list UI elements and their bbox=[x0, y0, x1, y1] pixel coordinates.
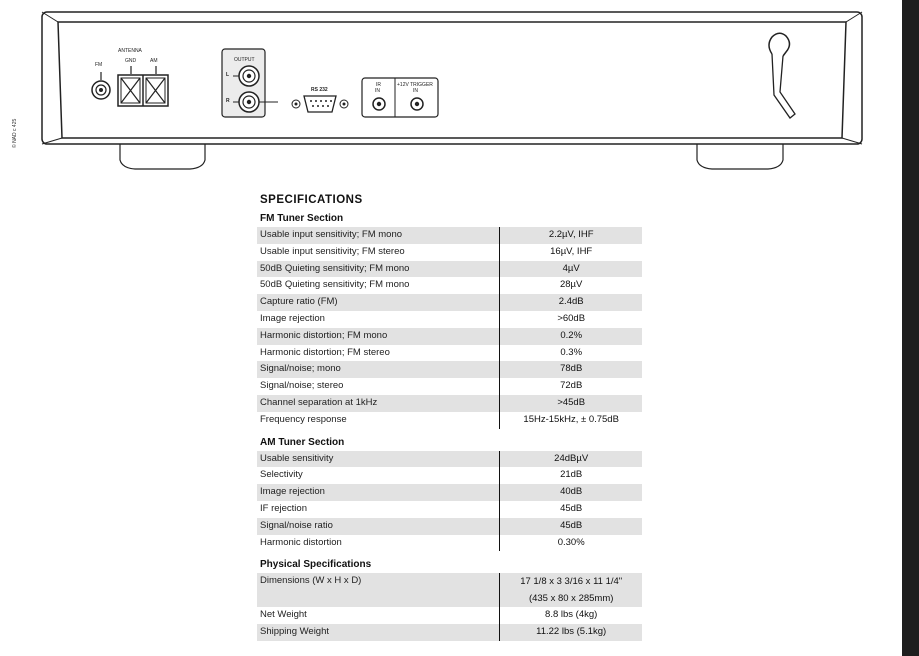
spec-value: 45dB bbox=[500, 518, 642, 535]
copyright-note: © NAD c 425 bbox=[12, 118, 18, 148]
chassis-inner bbox=[58, 22, 846, 138]
spec-label: Net Weight bbox=[260, 609, 307, 621]
spec-value: 16µV, IHF bbox=[500, 244, 642, 261]
spec-label: Harmonic distortion bbox=[260, 536, 342, 548]
right-edge-bar bbox=[902, 0, 919, 656]
spec-table-physical bbox=[257, 573, 642, 641]
gnd-label: GND bbox=[125, 58, 137, 64]
spec-value: 28µV bbox=[500, 277, 642, 294]
right-channel-label: R bbox=[226, 98, 230, 104]
fm-label: FM bbox=[95, 62, 103, 68]
table-row bbox=[257, 451, 642, 468]
spec-label: Channel separation at 1kHz bbox=[257, 395, 500, 412]
table-row bbox=[257, 535, 642, 552]
left-foot bbox=[120, 142, 205, 169]
rear-panel-illustration bbox=[0, 0, 900, 180]
specifications-block bbox=[257, 194, 642, 641]
spec-label: 50dB Quieting sensitivity; FM mono bbox=[257, 261, 500, 278]
trigger-label: +12V TRIGGER bbox=[397, 82, 433, 88]
ir-label: IR bbox=[376, 82, 381, 88]
right-foot bbox=[697, 142, 783, 169]
spec-label: Harmonic distortion; FM mono bbox=[257, 328, 500, 345]
spec-value: >60dB bbox=[500, 311, 642, 328]
spec-value: 17 1/8 x 3 3/16 x 11 1/4" bbox=[520, 576, 623, 588]
spec-value: 15Hz-15kHz, ± 0.75dB bbox=[500, 412, 642, 429]
spec-label: Usable sensitivity bbox=[257, 451, 500, 468]
spec-table-am bbox=[257, 451, 642, 552]
spec-value-secondary: (435 x 80 x 285mm) bbox=[528, 593, 614, 605]
table-row bbox=[257, 518, 642, 535]
spec-label: Signal/noise ratio bbox=[257, 518, 500, 535]
spec-value: >45dB bbox=[500, 395, 642, 412]
spec-value: 0.3% bbox=[500, 345, 642, 362]
spec-label: Frequency response bbox=[260, 413, 347, 425]
left-channel-label: L bbox=[226, 72, 230, 78]
spec-value: 2.2µV, IHF bbox=[500, 227, 642, 244]
output-label: OUTPUT bbox=[234, 57, 255, 63]
specifications-title: SPECIFICATIONS bbox=[260, 194, 363, 206]
spec-label: Selectivity bbox=[260, 469, 303, 481]
spec-table-fm bbox=[257, 227, 642, 429]
table-row bbox=[257, 378, 642, 395]
spec-value: 78dB bbox=[500, 361, 642, 378]
spec-value: 24dBµV bbox=[500, 451, 642, 468]
table-row bbox=[257, 607, 642, 624]
spec-value: 0.30% bbox=[500, 535, 642, 552]
table-row bbox=[257, 361, 642, 378]
spec-value-multiline bbox=[500, 573, 642, 607]
ir-in-label: IN bbox=[375, 88, 380, 94]
spec-value: 45dB bbox=[500, 501, 642, 518]
spec-label: Signal/noise; stereo bbox=[260, 380, 344, 392]
table-row bbox=[257, 311, 642, 328]
spec-value: 2.4dB bbox=[500, 294, 642, 311]
table-row bbox=[257, 277, 642, 294]
spec-label: Harmonic distortion; FM stereo bbox=[260, 346, 390, 358]
spec-label: Image rejection bbox=[260, 312, 325, 324]
spec-label: Dimensions (W x H x D) bbox=[257, 573, 500, 607]
table-row bbox=[257, 227, 642, 244]
table-row bbox=[257, 624, 642, 641]
table-row bbox=[257, 261, 642, 278]
spec-value: 0.2% bbox=[500, 328, 642, 345]
table-row bbox=[257, 244, 642, 261]
spec-label: Shipping Weight bbox=[257, 624, 500, 641]
spec-value: 72dB bbox=[500, 378, 642, 395]
spec-label: Capture ratio (FM) bbox=[257, 294, 500, 311]
spec-value: 40dB bbox=[500, 484, 642, 501]
section-title-physical: Physical Specifications bbox=[260, 559, 372, 571]
trigger-in-label: IN bbox=[413, 88, 418, 94]
spec-label: Signal/noise; mono bbox=[257, 361, 500, 378]
rs232-label: RS 232 bbox=[311, 87, 328, 93]
antenna-label: ANTENNA bbox=[118, 48, 142, 54]
table-row bbox=[257, 484, 642, 501]
table-row bbox=[257, 573, 642, 607]
spec-value: 11.22 lbs (5.1kg) bbox=[500, 624, 642, 641]
spec-value: 8.8 lbs (4kg) bbox=[500, 607, 642, 624]
table-row bbox=[257, 501, 642, 518]
spec-value: 4µV bbox=[500, 261, 642, 278]
table-row bbox=[257, 412, 642, 429]
section-title-am: AM Tuner Section bbox=[260, 436, 345, 448]
spec-label: IF rejection bbox=[260, 502, 307, 514]
table-row bbox=[257, 395, 642, 412]
spec-label: Usable input sensitivity; FM stereo bbox=[260, 245, 405, 257]
spec-value: 21dB bbox=[500, 467, 642, 484]
spec-label: Usable input sensitivity; FM mono bbox=[257, 227, 500, 244]
section-title-fm: FM Tuner Section bbox=[260, 213, 344, 224]
table-row bbox=[257, 467, 642, 484]
am-label: AM bbox=[150, 58, 158, 64]
spec-label: Image rejection bbox=[257, 484, 500, 501]
table-row bbox=[257, 328, 642, 345]
spec-label: 50dB Quieting sensitivity; FM mono bbox=[260, 279, 410, 291]
table-row bbox=[257, 345, 642, 362]
table-row bbox=[257, 294, 642, 311]
